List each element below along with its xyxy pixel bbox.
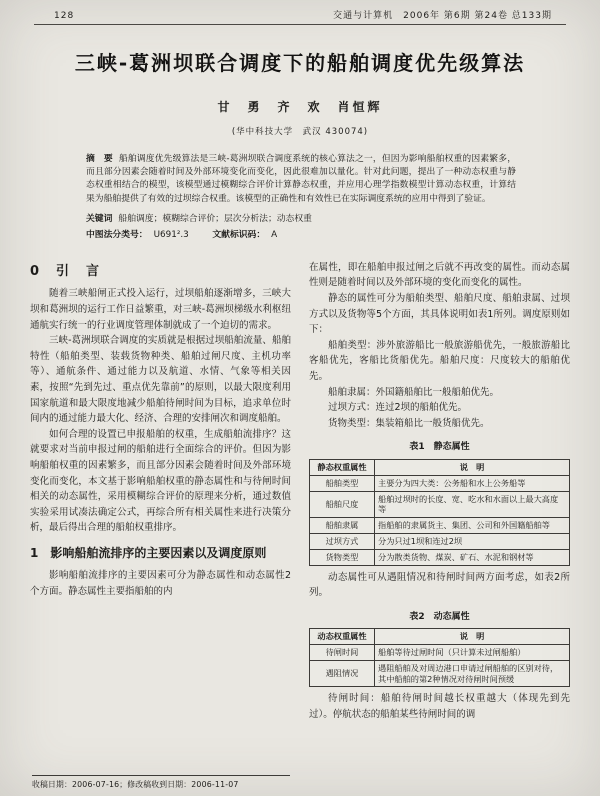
table2-caption: 表2 动态属性 xyxy=(409,611,470,622)
keywords-line xyxy=(86,213,516,226)
table-cell: 指船舶的隶属货主、集团、公司和外国籍船舶等 xyxy=(375,518,570,534)
right-paragraph-7: 动态属性可从遇阻情况和待闸时间两方面考虑，如表2所列。 xyxy=(309,571,570,599)
right-paragraph-5: 过坝方式：连过2坝的船舶优先。 xyxy=(328,402,468,414)
table1-header-attribute: 静态权重属性 xyxy=(310,459,375,475)
body-columns xyxy=(30,260,570,723)
table-cell: 分为散类货物、煤炭、矿石、水泥和钢材等 xyxy=(375,549,570,565)
section-0-heading: 0 引 言 xyxy=(30,263,102,279)
left-paragraph-2: 三峡-葛洲坝联合调度的实质就是根据过坝船舶流量、船舶特性（船舶类型、装载货物种类、船舶过闸尺度、主机功率等）、通航条件、通过能力以及航道、水情、气象等相关因素，按照“先到先过、重点优先靠前”的原则，以最大限度利用国家航道和最大限度地减少船舶待闸时间为目标，追求单位时间内的通过能力最大化、经济、合理的安排闸次和调度船舶。 xyxy=(30,335,291,425)
left-paragraph-1: 随着三峡船闸正式投入运行，过坝船舶逐渐增多，三峡大坝和葛洲坝的运行工作日益繁重，对三峡-葛洲坝梯级水利枢纽通航实行统一的行业调度管理体制就成了一个迫切的需求。 xyxy=(30,288,291,331)
doc-code-label: 文献标识码： xyxy=(212,229,266,240)
right-paragraph-1: 在属性，即在船舶申报过闸之后就不再改变的属性。而动态属性则是随着时间以及外部环境的变化而变化的属性。 xyxy=(309,261,570,289)
table-row xyxy=(310,518,570,534)
keywords-text: 船舶调度；模糊综合评价；层次分析法；动态权重 xyxy=(118,213,312,224)
table-cell: 分为只过1坝和连过2坝 xyxy=(375,533,570,549)
right-paragraph-8: 待闸时间：船舶待闸时间越长权重越大（体现先到先过）。停航状态的船舶某些待闸时间的调 xyxy=(309,693,570,721)
table-row xyxy=(310,475,570,491)
table-cell: 过坝方式 xyxy=(310,533,375,549)
article-affiliation: (华中科技大学 武汉 430074) xyxy=(231,127,369,137)
article-title: 三峡-葛洲坝联合调度下的船舶调度优先级算法 xyxy=(74,51,526,75)
keywords-label: 关键词 xyxy=(86,213,113,224)
clc-label: 中图法分类号： xyxy=(86,229,148,240)
table-cell: 船舶尺度 xyxy=(310,491,375,518)
table-row xyxy=(310,533,570,549)
table2-header-row xyxy=(310,629,570,645)
abstract-block xyxy=(86,153,516,206)
table-cell: 遇阻船舶及对周边港口申请过闸船舶的区别对待，其中船舶的第2种情况对待闸时间预缓 xyxy=(375,660,570,687)
right-paragraph-3: 船舶类型：涉外旅游船比一般旅游船优先，一般旅游船比客船优先，客船比货船优先。船舶尺度：尺度较大的船舶优先。 xyxy=(309,339,570,382)
table-row xyxy=(310,645,570,661)
table-row xyxy=(310,549,570,565)
left-column xyxy=(30,260,291,723)
table-cell: 待闸时间 xyxy=(310,645,375,661)
table1-static-attributes xyxy=(309,459,570,566)
table-cell: 船舶等待过闸时间（只计算未过闸船舶） xyxy=(375,645,570,661)
page-number: 128 xyxy=(54,11,75,21)
right-paragraph-2: 静态的属性可分为船舶类型、船舶尺度、船舶隶属、过坝方式以及货物等5个方面，其具体说明如表1所列。调度原则如下： xyxy=(309,293,570,336)
table-cell: 主要分为四大类：公务船和水上公务船等 xyxy=(375,475,570,491)
received-date-footnote: 收稿日期：2006-07-16；修改稿收到日期：2006-11-07 xyxy=(32,775,290,790)
header-rule xyxy=(34,24,566,25)
page-header xyxy=(30,6,570,21)
table1-caption: 表1 静态属性 xyxy=(409,442,470,453)
table-row xyxy=(310,660,570,687)
table-cell: 遇阻情况 xyxy=(310,660,375,687)
table-cell: 船舶类型 xyxy=(310,475,375,491)
left-paragraph-4: 影响船舶流排序的主要因素可分为静态属性和动态属性2个方面。静态属性主要指船舶的内 xyxy=(30,569,291,597)
table-cell: 货物类型 xyxy=(310,549,375,565)
table-cell: 船舶隶属 xyxy=(310,518,375,534)
abstract-text: 船舶调度优先级算法是三峡-葛洲坝联合调度系统的核心算法之一，但因为影响船舶权重的因素繁多，而且部分因素会随着时间及外部环境变化而变化，因此很难加以量化。针对此问题，提出了一种动态权重与静态权重相结合的模型，该模型通过模糊综合评价计算静态权重，并应用心理学指数模型计算动态权重，计算结果为船舶提供了有效的过坝综合权重。该模型的正确性和有效性已在实际调度系统的应用中得到了验证。 xyxy=(86,154,516,204)
table2-dynamic-attributes xyxy=(309,628,570,687)
article-authors: 甘 勇 齐 欢 肖恒辉 xyxy=(217,100,383,114)
clc-line xyxy=(86,229,516,242)
section-1-heading: 1 影响船舶流排序的主要因素以及调度原则 xyxy=(30,545,267,560)
right-paragraph-6: 货物类型：集装箱船比一般货船优先。 xyxy=(328,417,490,429)
journal-info: 交通与计算机 2006年 第6期 第24卷 总133期 xyxy=(333,11,552,21)
clc-value: U691².3 xyxy=(153,229,189,240)
doc-code-value: A xyxy=(271,229,278,240)
left-paragraph-3: 如何合理的设置已申报船舶的权重，生成船舶流排序？这就要求对当前申报过闸的船舶进行全面综合的评价。但因为影响船舶权重的因素繁多，而且部分因素会随着时间及外部环境变化而变化，本文基于影响船舶权重的静态属性和与待闸时间相关的动态属性，采用模糊综合评价的原理来分析，通过数值实验采用试凑法确定公式，再综合所有相关属性来进行决策分析，最后得出合理的船舶权重排序。 xyxy=(30,428,291,534)
table2-header-attribute: 动态权重属性 xyxy=(310,629,375,645)
right-paragraph-4: 船舶隶属：外国籍船舶比一般船舶优先。 xyxy=(328,386,500,398)
table1-header-row xyxy=(310,459,570,475)
table-row xyxy=(310,491,570,518)
table-cell: 船舶过坝时的长度、宽、吃水和水面以上最大高度等 xyxy=(375,491,570,518)
abstract-label: 摘 要 xyxy=(86,154,113,164)
table2-header-description: 说 明 xyxy=(375,629,570,645)
right-column xyxy=(309,260,570,723)
table1-header-description: 说 明 xyxy=(375,459,570,475)
